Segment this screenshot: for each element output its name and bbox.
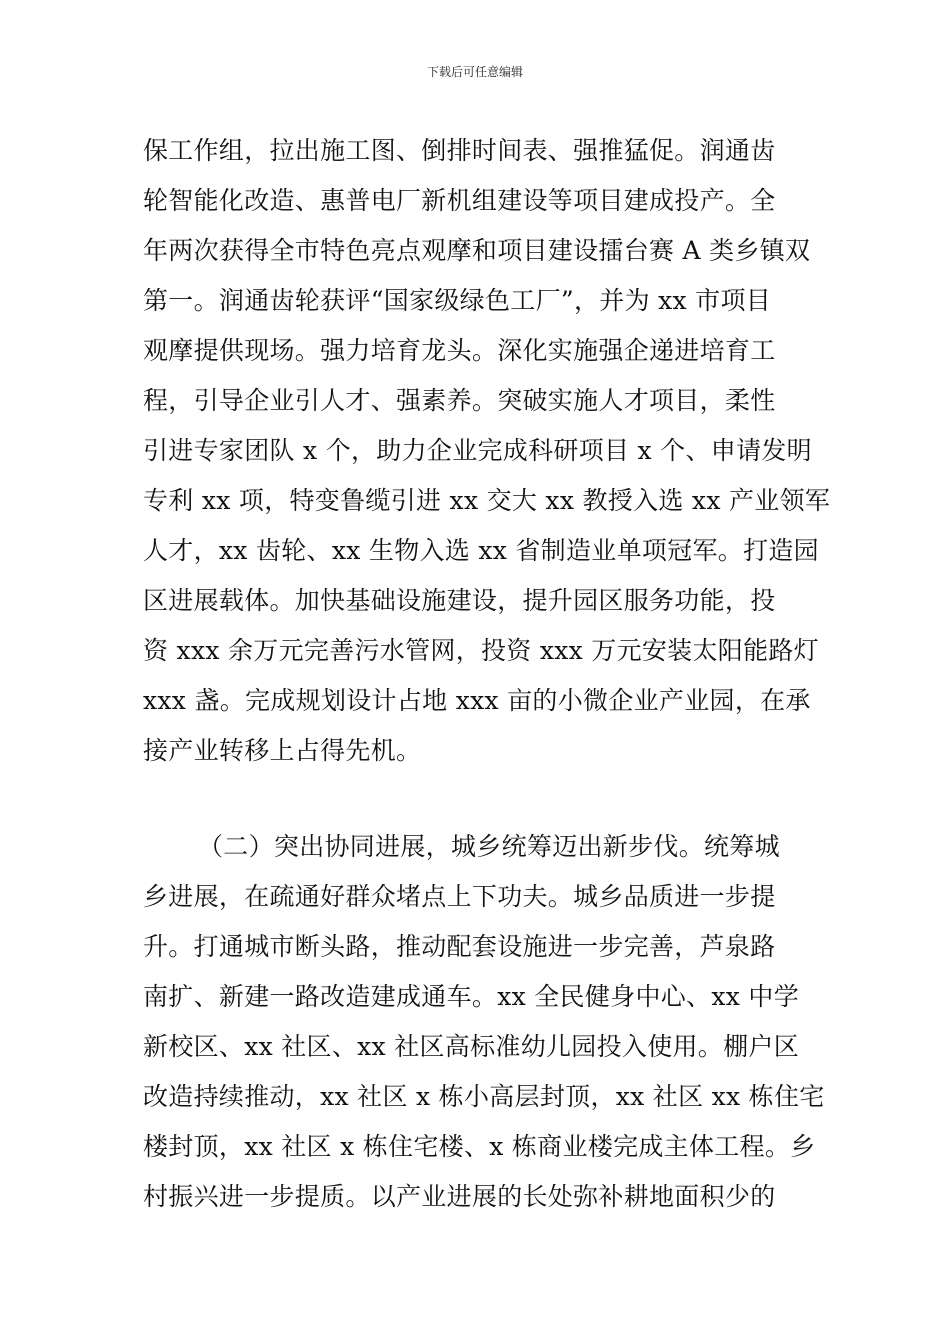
text-line: 专利 xx 项，特变鲁缆引进 xx 交大 xx 教授入选 xx 产业领军 — [143, 486, 831, 515]
text-line: xxx 盏。完成规划设计占地 xxx 亩的小微企业产业园，在承 — [143, 686, 811, 715]
text-line: 楼封顶，xx 社区 x 栋住宅楼、x 栋商业楼完成主体工程。乡 — [143, 1132, 816, 1161]
text-line-indented: （二）突出协同进展，城乡统筹迈出新步伐。统筹城 — [198, 832, 780, 861]
text-line: 升。打通城市断头路，推动配套设施进一步完善，芦泉路 — [143, 932, 776, 961]
text-line: 乡进展，在疏通好群众堵点上下功夫。城乡品质进一步提 — [143, 882, 776, 911]
text-line: 村振兴进一步提质。以产业进展的长处弥补耕地面积少的 — [143, 1182, 776, 1211]
text-line: 南扩、新建一路改造建成通车。xx 全民健身中心、xx 中学 — [143, 982, 799, 1011]
text-line: 区进展载体。加快基础设施建设，提升园区服务功能，投 — [143, 586, 776, 615]
text-line: 资 xxx 余万元完善污水管网，投资 xxx 万元安装太阳能路灯 — [143, 636, 819, 665]
text-line: 轮智能化改造、惠普电厂新机组建设等项目建成投产。全 — [143, 186, 776, 215]
paragraph-2 — [143, 822, 825, 1222]
paragraph-1 — [143, 126, 831, 776]
text-line: 保工作组，拉出施工图、倒排时间表、强推猛促。润通齿 — [143, 136, 776, 165]
text-line: 观摩提供现场。强力培育龙头。深化实施强企递进培育工 — [143, 336, 776, 365]
text-line: 改造持续推动，xx 社区 x 栋小高层封顶，xx 社区 xx 栋住宅 — [143, 1082, 825, 1111]
text-line: 接产业转移上占得先机。 — [143, 736, 422, 765]
text-line: 年两次获得全市特色亮点观摩和项目建设擂台赛 A 类乡镇双 — [143, 236, 811, 265]
text-line: 第一。润通齿轮获评“国家级绿色工厂”，并为 xx 市项目 — [143, 286, 772, 315]
text-line: 程，引导企业引人才、强素养。突破实施人才项目，柔性 — [143, 386, 776, 415]
text-line: 人才，xx 齿轮、xx 生物入选 xx 省制造业单项冠军。打造园 — [143, 536, 819, 565]
page-header: 下载后可任意编辑 — [426, 65, 523, 79]
text-line: 引进专家团队 x 个，助力企业完成科研项目 x 个、申请发明 — [143, 436, 812, 465]
text-line: 新校区、xx 社区、xx 社区高标准幼儿园投入使用。棚户区 — [143, 1032, 799, 1061]
